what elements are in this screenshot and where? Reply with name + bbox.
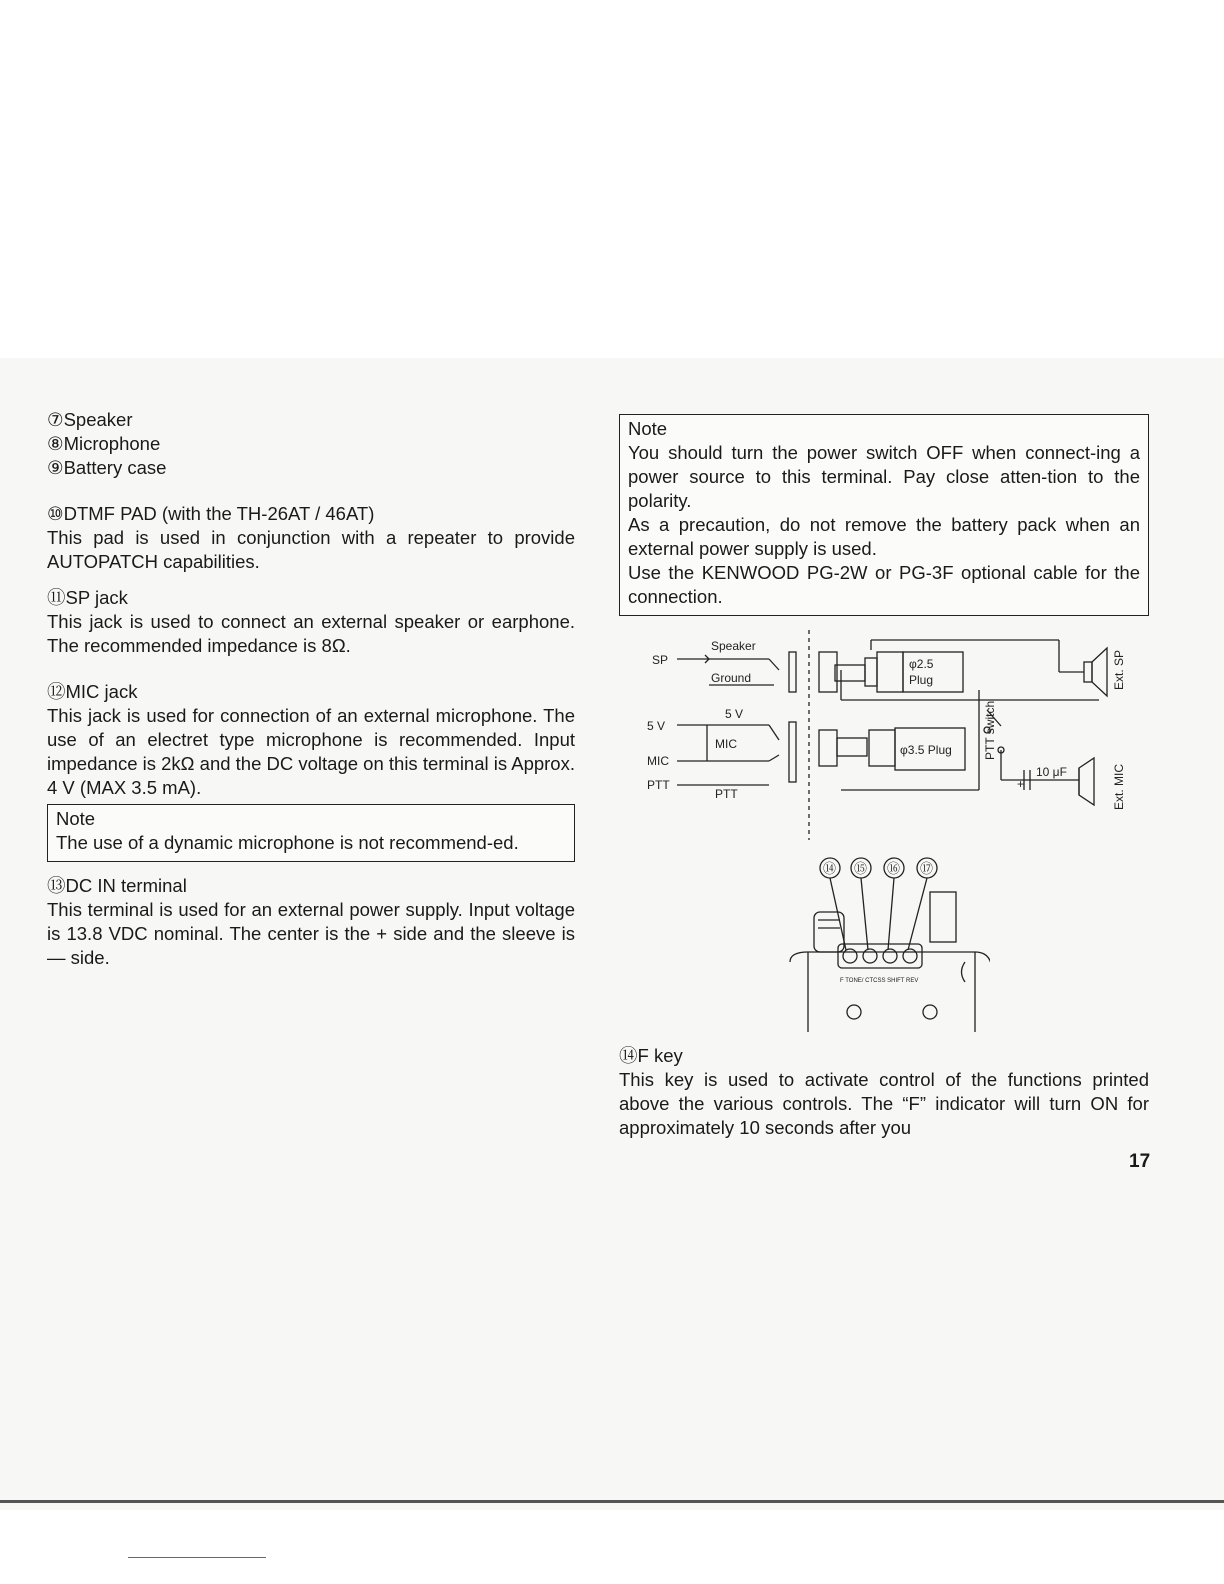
blue-underline — [128, 1557, 266, 1558]
item-battery-case: ⑨Battery case — [47, 457, 167, 478]
label-ext-mic: Ext. MIC — [1112, 763, 1126, 810]
bottom-divider — [0, 1500, 1224, 1503]
label-mic-inner: MIC — [715, 737, 737, 751]
item-microphone: ⑧Microphone — [47, 433, 161, 454]
callout-15: ⑮ — [854, 861, 868, 876]
label-plug-large: φ3.5 Plug — [900, 743, 952, 757]
label-ptt-left: PTT — [647, 778, 670, 792]
label-ground: Ground — [711, 671, 752, 685]
note-paragraph-2: As a precaution, do not remove the battery pack when an external power supply is used. — [628, 514, 1140, 559]
sp-jack-text: This jack is used to connect an external speaker or earphone. The recommended impedance is 8Ω. — [47, 611, 575, 656]
note-title: Note — [56, 808, 96, 829]
label-speaker: Speaker — [711, 639, 756, 653]
note-paragraph-1: You should turn the power switch OFF when connect-ing a power source to this terminal. Pay close atten-tion to the polarity. — [628, 442, 1140, 511]
right-column-fkey — [619, 1044, 1149, 1140]
label-5v-inner: 5 V — [725, 707, 744, 721]
left-column — [47, 408, 575, 970]
callout-14: ⑭ — [823, 861, 837, 876]
right-column-note — [619, 410, 1149, 616]
radio-top-illustration — [780, 852, 990, 1042]
label-capacitor: 10 μF — [1036, 765, 1067, 779]
label-plus: + — [1017, 777, 1025, 791]
dtmf-text: This pad is used in conjunction with a repeater to provide AUTOPATCH capabilities. — [47, 527, 575, 572]
dtmf-heading: ⑩DTMF PAD (with the TH-26AT / 46AT) — [47, 503, 375, 524]
note-paragraph-3: Use the KENWOOD PG-2W or PG-3F optional cable for the connection. — [628, 562, 1140, 607]
mic-jack-heading: ⑫MIC jack — [47, 681, 138, 702]
label-sp: SP — [652, 653, 669, 667]
label-plug-small-1: φ2.5 — [909, 657, 934, 671]
note-title: Note — [628, 418, 668, 439]
page-number: 17 — [1129, 1151, 1151, 1172]
label-ptt-switch: PTT switch — [983, 700, 997, 760]
power-note-box — [619, 414, 1149, 616]
note-text: The use of a dynamic microphone is not recommend-ed. — [56, 832, 519, 853]
label-mic-left: MIC — [647, 754, 669, 768]
label-plug-small-2: Plug — [909, 673, 934, 687]
dc-in-heading: ⑬DC IN terminal — [47, 875, 187, 896]
callout-17: ⑰ — [920, 861, 934, 876]
callout-16: ⑯ — [887, 861, 901, 876]
panel-label: F TONE/ CTCSS SHIFT REV — [840, 978, 919, 984]
label-5v-left: 5 V — [647, 719, 666, 733]
mic-note-box — [47, 804, 575, 862]
wiring-diagram — [619, 630, 1149, 840]
mic-jack-text: This jack is used for connection of an external microphone. The use of an electret type microphone is recommended. Input impedance is 2kΩ and the DC voltage on this terminal is Approx. 4 V (MAX 3.5 mA). — [47, 705, 575, 798]
label-ext-sp: Ext. SP — [1112, 649, 1126, 690]
dc-in-text: This terminal is used for an external power supply. Input voltage is 13.8 VDC nominal. The center is the + side and the sleeve is — side. — [47, 899, 575, 968]
sp-jack-heading: ⑪SP jack — [47, 587, 128, 608]
f-key-heading: ⑭F key — [619, 1045, 683, 1066]
f-key-text: This key is used to activate control of the functions printed above the various controls. The “F” indicator will turn ON for approximately 10 seconds after you — [619, 1069, 1149, 1138]
item-speaker: ⑦Speaker — [47, 409, 133, 430]
label-ptt-inner: PTT — [715, 787, 738, 801]
